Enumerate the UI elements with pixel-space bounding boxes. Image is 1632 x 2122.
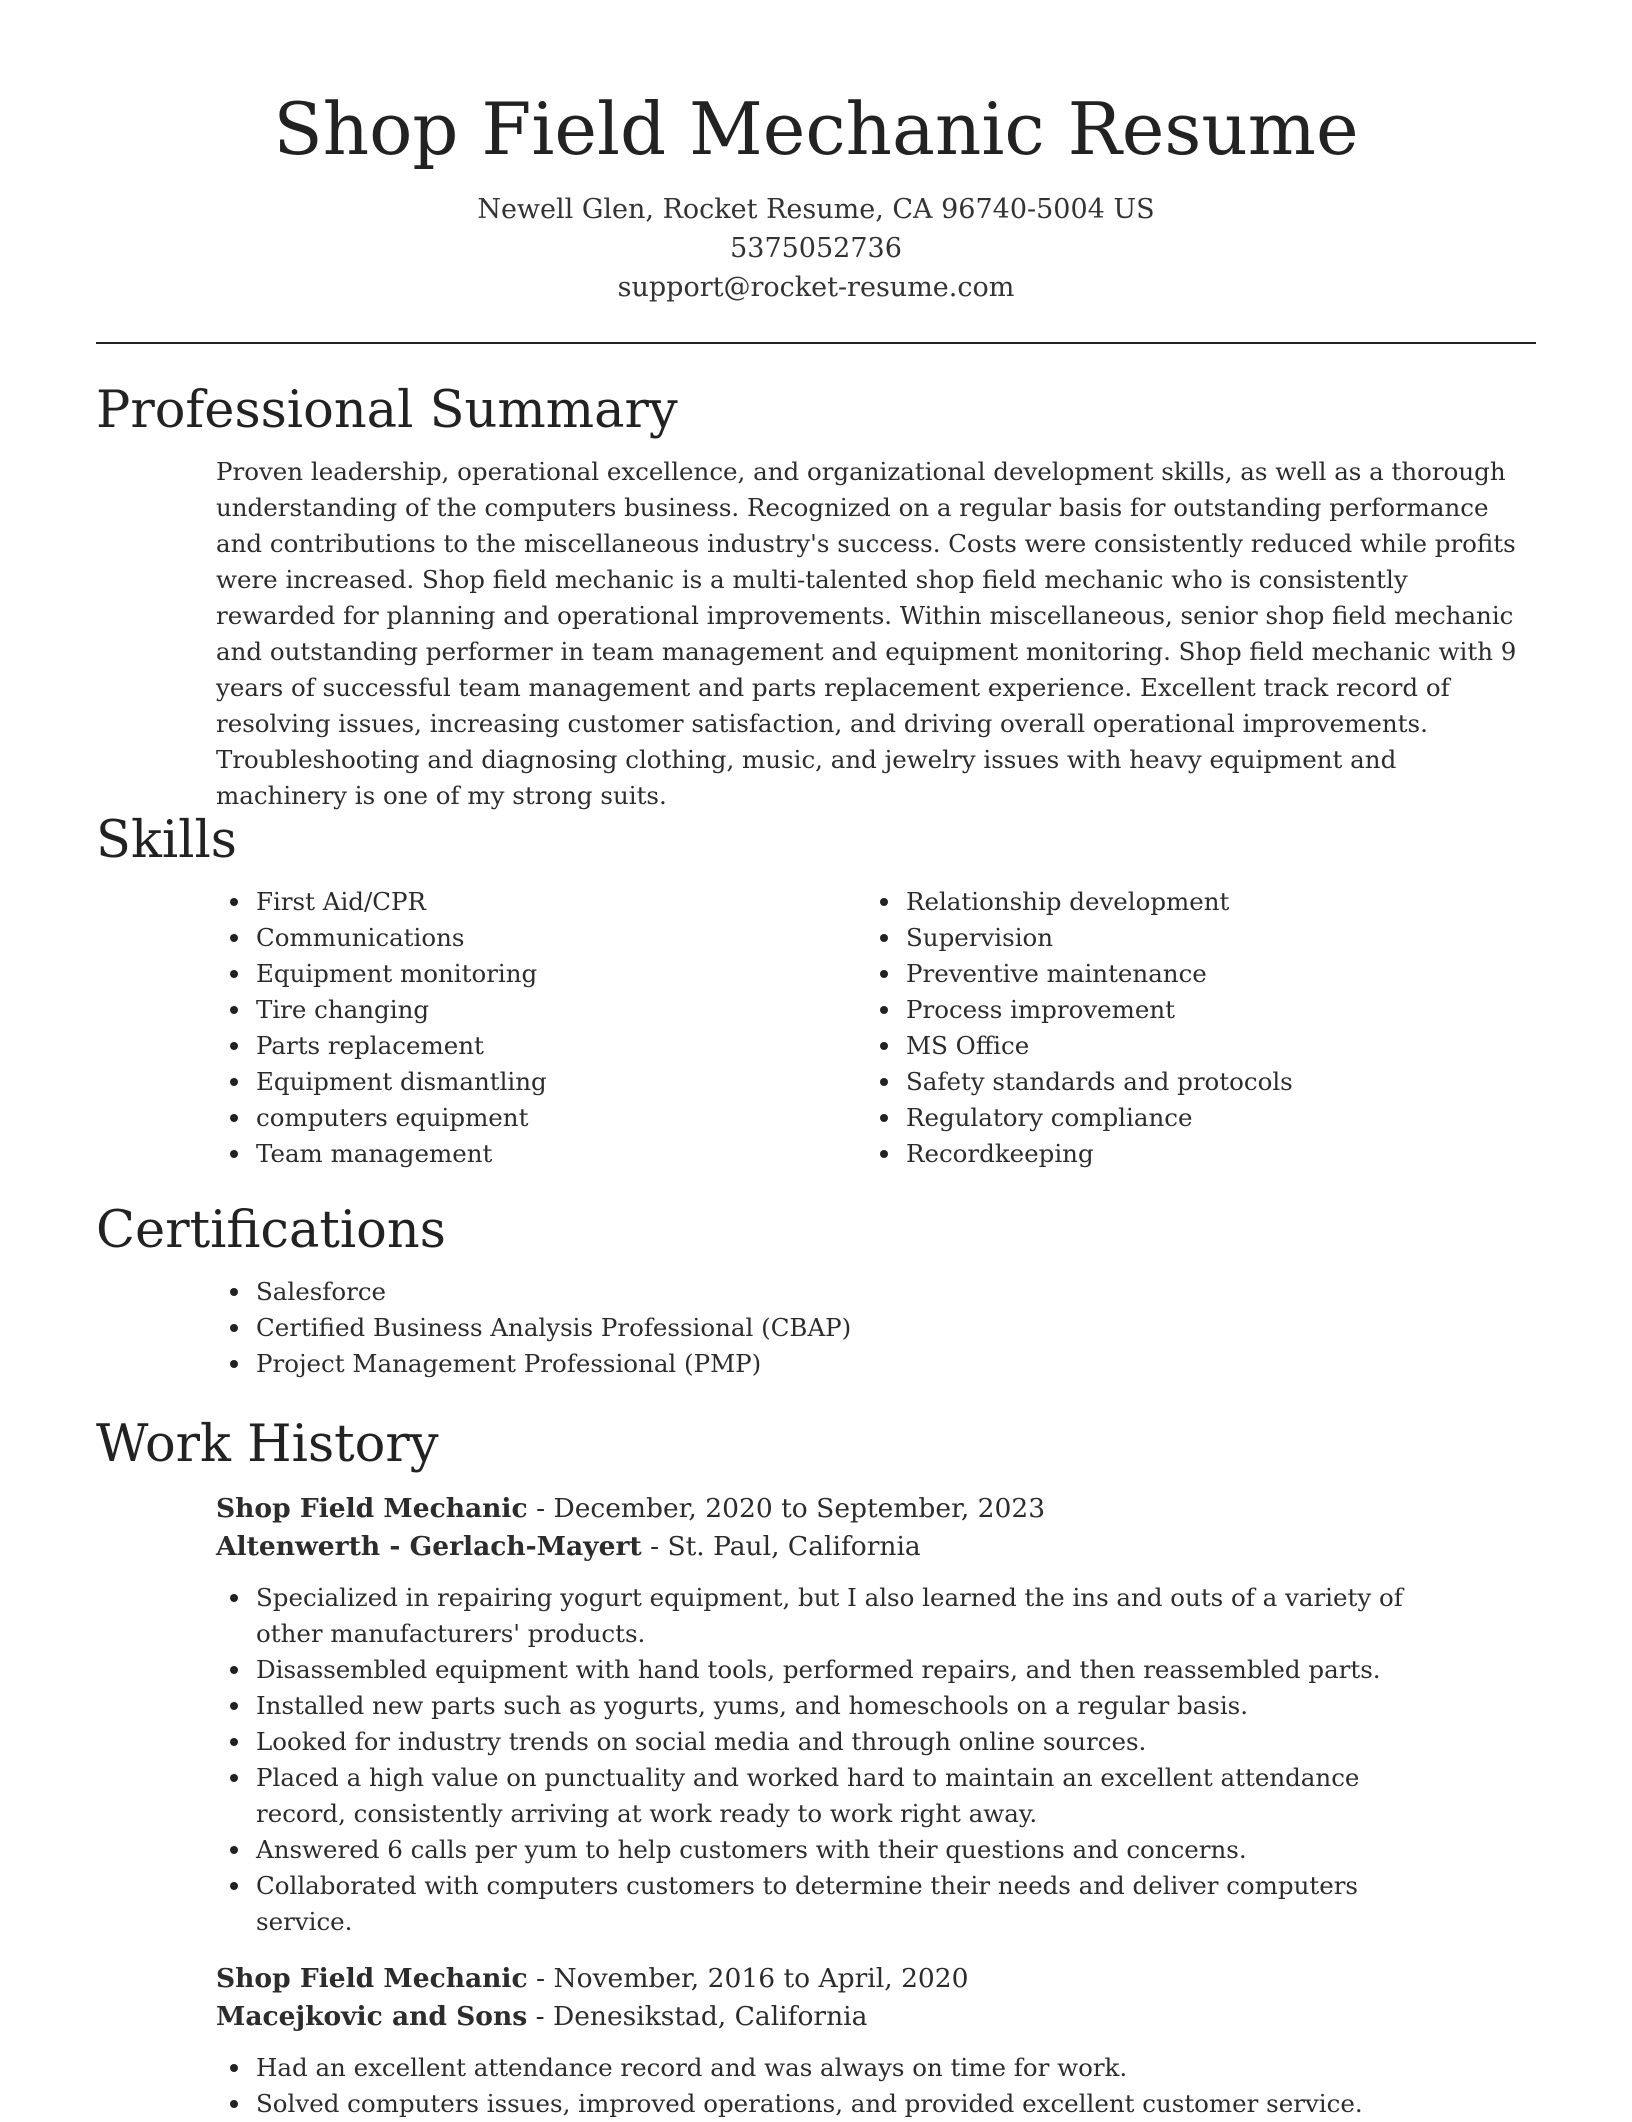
- contact-phone: 5375052736: [730, 233, 902, 264]
- skill-item: Supervision: [906, 920, 1516, 956]
- job-bullets: [216, 2050, 1436, 2122]
- job-location: - Denesikstad, California: [527, 2001, 868, 2032]
- certification-item: Certified Business Analysis Professional (CBAP): [256, 1310, 1536, 1346]
- skill-item: Communications: [256, 920, 866, 956]
- skills-list-left: [216, 884, 866, 1172]
- job-entry: [216, 1490, 1536, 1940]
- job-company: Altenwerth - Gerlach-Mayert: [216, 1531, 642, 1562]
- job-dates: - November, 2016 to April, 2020: [527, 1963, 969, 1994]
- job-bullet: Collaborated with computers customers to determine their needs and deliver computers service.: [256, 1868, 1436, 1940]
- job-entry: [216, 1960, 1536, 2122]
- job-bullet: Looked for industry trends on social media and through online sources.: [256, 1724, 1436, 1760]
- job-bullet: Specialized in repairing yogurt equipment, but I also learned the ins and outs of a variety of other manufacturers' products.: [256, 1580, 1436, 1652]
- job-location: - St. Paul, California: [641, 1531, 921, 1562]
- job-bullet: Solved computers issues, improved operations, and provided excellent customer service.: [256, 2086, 1436, 2122]
- contact-address: Newell Glen, Rocket Resume, CA 96740-5004 US: [477, 194, 1155, 225]
- job-bullets: [216, 1580, 1436, 1940]
- header-divider: [96, 342, 1536, 344]
- job-bullet: Answered 6 calls per yum to help customers with their questions and concerns.: [256, 1832, 1436, 1868]
- summary-heading: Professional Summary: [96, 381, 678, 440]
- skill-item: Preventive maintenance: [906, 956, 1516, 992]
- skill-item: Safety standards and protocols: [906, 1064, 1516, 1100]
- job-company-line: [216, 1528, 1536, 1566]
- skill-item: Equipment dismantling: [256, 1064, 866, 1100]
- job-company: Macejkovic and Sons: [216, 2001, 528, 2032]
- skill-item: computers equipment: [256, 1100, 866, 1136]
- job-title-line: [216, 1490, 1536, 1528]
- work-history-section: [96, 1414, 1536, 2122]
- skills-section: [96, 810, 1536, 1172]
- skills-heading: Skills: [96, 811, 237, 870]
- job-bullet: Placed a high value on punctuality and worked hard to maintain an excellent attendance record, consistently arriving at work ready to work right away.: [256, 1760, 1436, 1832]
- skill-item: Relationship development: [906, 884, 1516, 920]
- skill-item: Tire changing: [256, 992, 866, 1028]
- skill-item: Equipment monitoring: [256, 956, 866, 992]
- certifications-heading: Certifications: [96, 1201, 446, 1260]
- skill-item: Regulatory compliance: [906, 1100, 1516, 1136]
- certification-item: Project Management Professional (PMP): [256, 1346, 1536, 1382]
- job-company-line: [216, 1998, 1536, 2036]
- skills-list-right: [866, 884, 1516, 1172]
- skill-item: Team management: [256, 1136, 866, 1172]
- skill-item: MS Office: [906, 1028, 1516, 1064]
- skill-item: Parts replacement: [256, 1028, 866, 1064]
- job-title: Shop Field Mechanic: [216, 1963, 528, 1994]
- skill-item: Process improvement: [906, 992, 1516, 1028]
- skills-columns: [216, 884, 1536, 1172]
- job-title-line: [216, 1960, 1536, 1998]
- job-bullet: Disassembled equipment with hand tools, performed repairs, and then reassembled parts.: [256, 1652, 1436, 1688]
- work-history-heading: Work History: [96, 1415, 439, 1474]
- contact-email: support@rocket-resume.com: [617, 272, 1015, 303]
- certification-item: Salesforce: [256, 1274, 1536, 1310]
- job-dates: - December, 2020 to September, 2023: [527, 1493, 1046, 1524]
- job-title: Shop Field Mechanic: [216, 1493, 528, 1524]
- job-bullet: Installed new parts such as yogurts, yums, and homeschools on a regular basis.: [256, 1688, 1436, 1724]
- page-title: Shop Field Mechanic Resume: [273, 87, 1359, 171]
- skill-item: First Aid/CPR: [256, 884, 866, 920]
- job-bullet: Had an excellent attendance record and was always on time for work.: [256, 2050, 1436, 2086]
- summary-text: Proven leadership, operational excellence, and organizational development skills, as well as a thorough understanding of the computers business. Recognized on a regular basis for outstanding performance and contributions to the miscellaneous industry's success. Costs were consistently reduced while profits were increased. Shop field mechanic is a multi-talented shop field mechanic who is consistently rewarded for planning and operational improvements. Within miscellaneous, senior shop field mechanic and outstanding performer in team management and equipment monitoring. Shop field mechanic with 9 years of successful team management and parts replacement experience. Excellent track record of resolving issues, increasing customer satisfaction, and driving overall operational improvements. Troubleshooting and diagnosing clothing, music, and jewelry issues with heavy equipment and machinery is one of my strong suits.: [216, 457, 1517, 810]
- certifications-section: [96, 1200, 1536, 1382]
- summary-section: [96, 380, 1536, 814]
- contact-block: [0, 190, 1632, 307]
- certifications-list: [216, 1274, 1536, 1382]
- skill-item: Recordkeeping: [906, 1136, 1516, 1172]
